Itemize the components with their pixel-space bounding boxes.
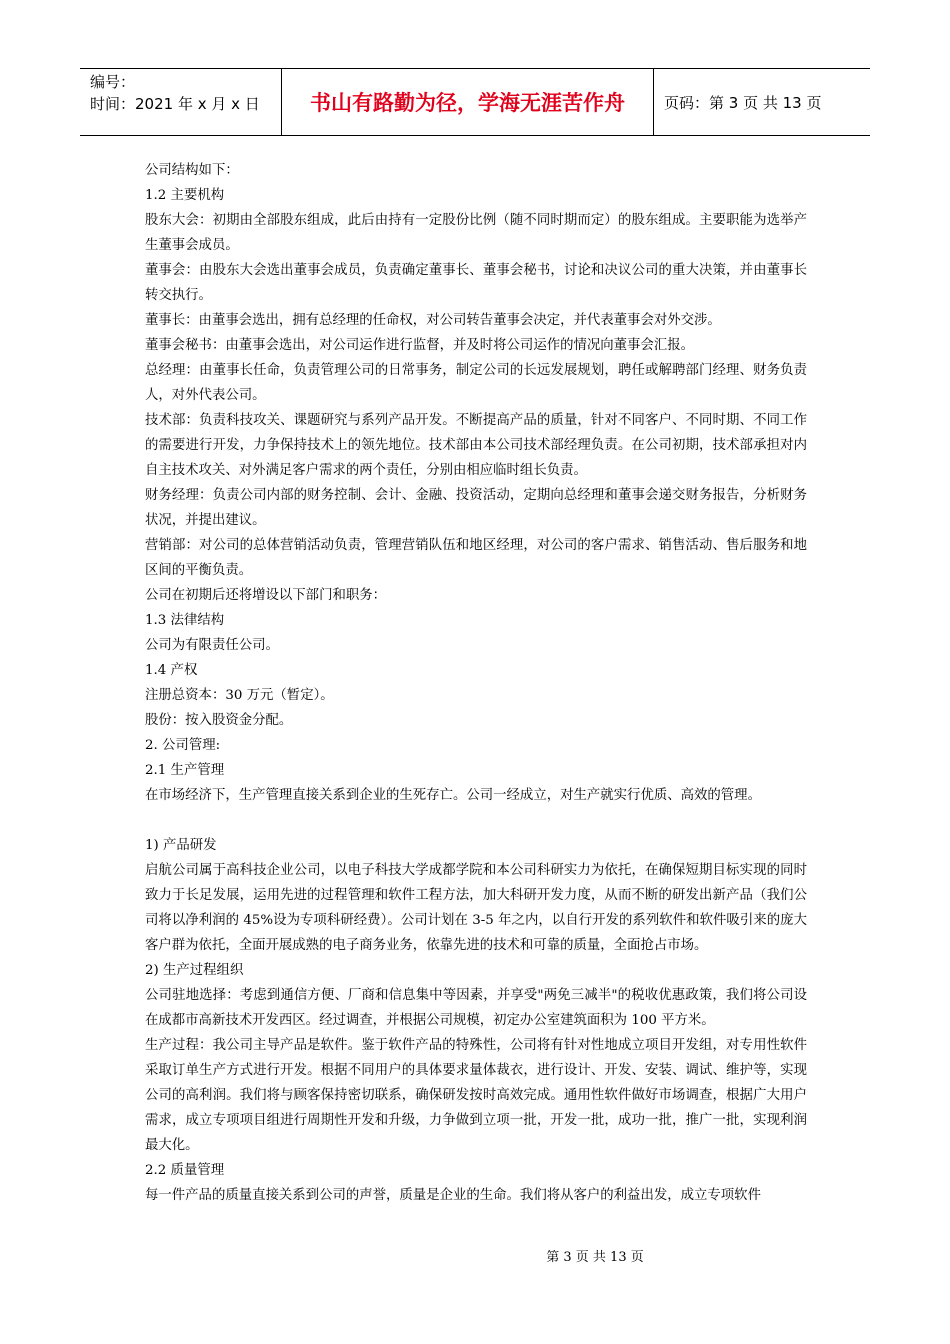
section-heading: 2) 生产过程组织 bbox=[145, 963, 244, 978]
document-body bbox=[145, 158, 807, 1208]
paragraph: 财务经理：负责公司内部的财务控制、会计、金融、投资活动，定期向总经理和董事会递交财务报告，分析财务状况，并提出建议。 bbox=[145, 488, 807, 528]
paragraph: 公司驻地选择：考虑到通信方便、厂商和信息集中等因素，并享受"两免三减半"的税收优惠政策，我们将公司设在成都市高新技术开发西区。经过调查，并根据公司规模，初定办公室建筑面积为 100 平方米。 bbox=[145, 988, 807, 1028]
document-number-label: 编号： bbox=[90, 73, 136, 91]
section-heading: 2.2 质量管理 bbox=[145, 1163, 225, 1178]
section-heading: 1.2 主要机构 bbox=[145, 188, 225, 203]
paragraph: 股东大会：初期由全部股东组成，此后由持有一定股份比例（随不同时期而定）的股东组成。主要职能为选举产生董事会成员。 bbox=[145, 213, 807, 253]
document-date-label: 时间：2021 年 x 月 x 日 bbox=[90, 95, 260, 113]
paragraph: 技术部：负责科技攻关、课题研究与系列产品开发。不断提高产品的质量，针对不同客户、不同时期、不同工作的需要进行开发，力争保持技术上的领先地位。技术部由本公司技术部经理负责。在公司初期，技术部承担对内自主技术攻关、对外满足客户需求的两个责任，分别由相应临时组长负责。 bbox=[145, 413, 807, 478]
footer-page-number: 第 3 页 共 13 页 bbox=[546, 1250, 644, 1265]
header-meta-cell bbox=[80, 69, 282, 135]
section-heading: 1.4 产权 bbox=[145, 663, 198, 678]
paragraph: 股份：按入股资金分配。 bbox=[145, 713, 293, 728]
paragraph: 在市场经济下，生产管理直接关系到企业的生死存亡。公司一经成立，对生产就实行优质、高效的管理。 bbox=[145, 788, 761, 803]
paragraph: 生产过程：我公司主导产品是软件。鉴于软件产品的特殊性，公司将有针对性地成立项目开发组，对专用性软件采取订单生产方式进行开发。根据不同用户的具体要求量体裁衣，进行设计、开发、安装、调试、维护等，实现公司的高利润。我们将与顾客保持密切联系，确保研发按时高效完成。通用性软件做好市场调查，根据广大用户需求，成立专项项目组进行周期性开发和升级，力争做到立项一批，开发一批，成功一批，推广一批，实现利润最大化。 bbox=[145, 1038, 807, 1153]
paragraph: 公司为有限责任公司。 bbox=[145, 638, 279, 653]
paragraph: 注册总资本：30 万元（暂定）。 bbox=[145, 688, 334, 703]
page-header bbox=[80, 68, 870, 136]
paragraph: 董事会：由股东大会选出董事会成员，负责确定董事长、董事会秘书，讨论和决议公司的重大决策，并由董事长转交执行。 bbox=[145, 263, 807, 303]
paragraph: 总经理：由董事长任命，负责管理公司的日常事务，制定公司的长远发展规划，聘任或解聘部门经理、财务负责人，对外代表公司。 bbox=[145, 363, 807, 403]
page-footer bbox=[0, 1246, 950, 1265]
paragraph: 公司在初期后还将增设以下部门和职务： bbox=[145, 588, 387, 603]
section-heading: 1) 产品研发 bbox=[145, 838, 217, 853]
paragraph: 每一件产品的质量直接关系到公司的声誉，质量是企业的生命。我们将从客户的利益出发，成立专项软件 bbox=[145, 1188, 761, 1203]
header-motto: 书山有路勤为径，学海无涯苦作舟 bbox=[282, 69, 654, 135]
section-heading: 2. 公司管理: bbox=[145, 738, 221, 753]
section-heading: 2.1 生产管理 bbox=[145, 763, 225, 778]
paragraph: 董事会秘书：由董事会选出，对公司运作进行监督，并及时将公司运作的情况向董事会汇报。 bbox=[145, 338, 695, 353]
paragraph: 董事长：由董事会选出，拥有总经理的任命权，对公司转告董事会决定，并代表董事会对外交涉。 bbox=[145, 313, 721, 328]
paragraph: 营销部：对公司的总体营销活动负责，管理营销队伍和地区经理，对公司的客户需求、销售活动、售后服务和地区间的平衡负责。 bbox=[145, 538, 807, 578]
paragraph: 启航公司属于高科技企业公司，以电子科技大学成都学院和本公司科研实力为依托，在确保短期目标实现的同时致力于长足发展，运用先进的过程管理和软件工程方法，加大科研开发力度，从而不断的研发出新产品（我们公司将以净利润的 45%设为专项科研经费）。公司计划在 3-5 年之内，以自行开发的系列软件和软件吸引来的庞大客户群为依托，全面开展成熟的电子商务业务，依靠先进的技术和可靠的质量，全面抢占市场。 bbox=[145, 863, 807, 953]
paragraph: 公司结构如下： bbox=[145, 163, 239, 178]
header-page-number: 页码：第 3 页 共 13 页 bbox=[664, 93, 822, 112]
section-heading: 1.3 法律结构 bbox=[145, 613, 225, 628]
blank-line bbox=[145, 808, 807, 833]
